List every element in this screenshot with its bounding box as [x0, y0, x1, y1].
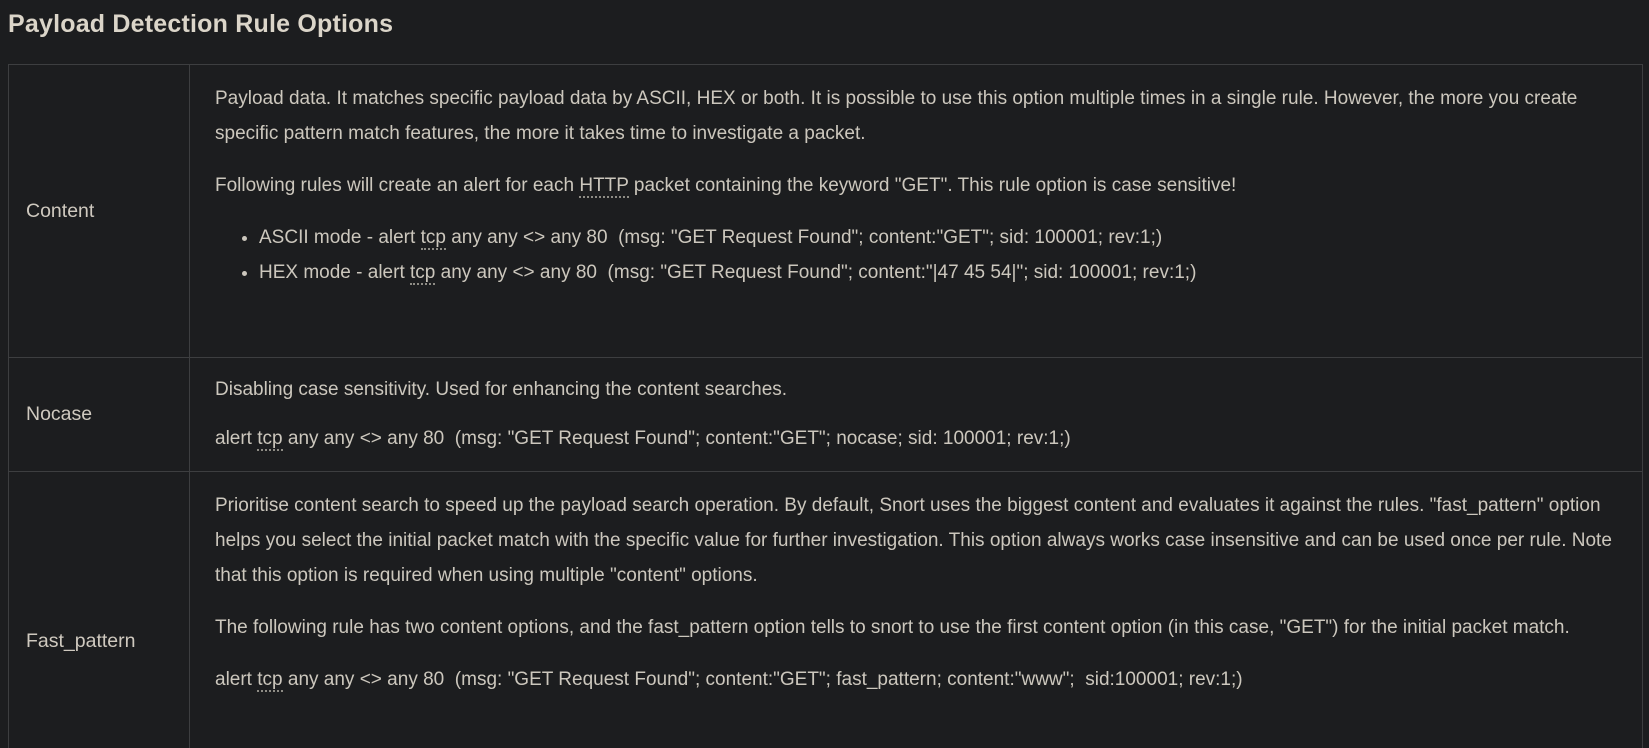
option-description-nocase — [190, 358, 1643, 472]
text-segment: packet containing the keyword "GET". This rule option is case sensitive! — [628, 175, 1237, 196]
tcp-abbreviation: tcp — [257, 428, 283, 449]
fast-pattern-rule-example — [215, 662, 1617, 697]
text-segment: any any <> any 80 (msg: "GET Request Found"; content:"GET"; nocase; sid: 100001; rev:1;) — [282, 428, 1071, 449]
text-segment: Following rules will create an alert for each — [215, 175, 580, 196]
text-segment: alert — [215, 428, 258, 449]
text-segment: any any <> any 80 (msg: "GET Request Found"; content:"GET"; sid: 100001; rev:1;) — [445, 227, 1163, 248]
table-row-fast-pattern — [9, 472, 1643, 748]
table-row-content — [9, 65, 1643, 358]
content-paragraph-1: Payload data. It matches specific payload data by ASCII, HEX or both. It is possible to use this option multiple times in a single rule. However, the more you create specific pattern match features, the more it takes time to investigate a packet. — [215, 88, 1583, 144]
payload-rule-options-table — [8, 64, 1643, 748]
rule-examples-list — [215, 220, 1617, 290]
option-description-fast-pattern — [190, 472, 1643, 748]
nocase-description-line: Disabling case sensitivity. Used for enhancing the content searches. — [215, 379, 788, 400]
option-name-nocase: Nocase — [9, 358, 190, 472]
text-segment: HEX mode - alert — [259, 262, 410, 283]
tcp-abbreviation: tcp — [257, 669, 283, 690]
option-name-content: Content — [9, 65, 190, 358]
option-description-content — [190, 65, 1643, 358]
tcp-abbreviation: tcp — [410, 262, 436, 283]
page-title: Payload Detection Rule Options — [8, 10, 394, 38]
option-name-fast-pattern: Fast_pattern — [9, 472, 190, 748]
text-segment: any any <> any 80 (msg: "GET Request Found"; content:"|47 45 54|"; sid: 100001; rev:1;) — [435, 262, 1197, 283]
table-row-nocase — [9, 358, 1643, 472]
rule-example-ascii-mode — [259, 220, 1617, 255]
tcp-abbreviation: tcp — [420, 227, 446, 248]
rule-example-hex-mode — [259, 255, 1617, 290]
http-abbreviation: HTTP — [579, 175, 629, 196]
text-segment: any any <> any 80 (msg: "GET Request Found"; content:"GET"; fast_pattern; content:"www"; sid:100001; rev:1;) — [282, 669, 1243, 690]
fast-pattern-paragraph-1: Prioritise content search to speed up the payload search operation. By default, Snort uses the biggest content and evaluates it against the rules. "fast_pattern" option helps you select the initial packet match with the specific value for further investigation. This option always works case insensitive and can be used once per rule. Note that this option is required when using multiple "content" options. — [215, 495, 1618, 586]
content-paragraph-2 — [215, 168, 1617, 203]
fast-pattern-paragraph-2: The following rule has two content options, and the fast_pattern option tells to snort to use the first content option (in this case, "GET") for the initial packet match. — [215, 617, 1570, 638]
nocase-rule-example — [215, 423, 1617, 455]
text-segment: alert — [215, 669, 258, 690]
text-segment: ASCII mode - alert — [259, 227, 421, 248]
